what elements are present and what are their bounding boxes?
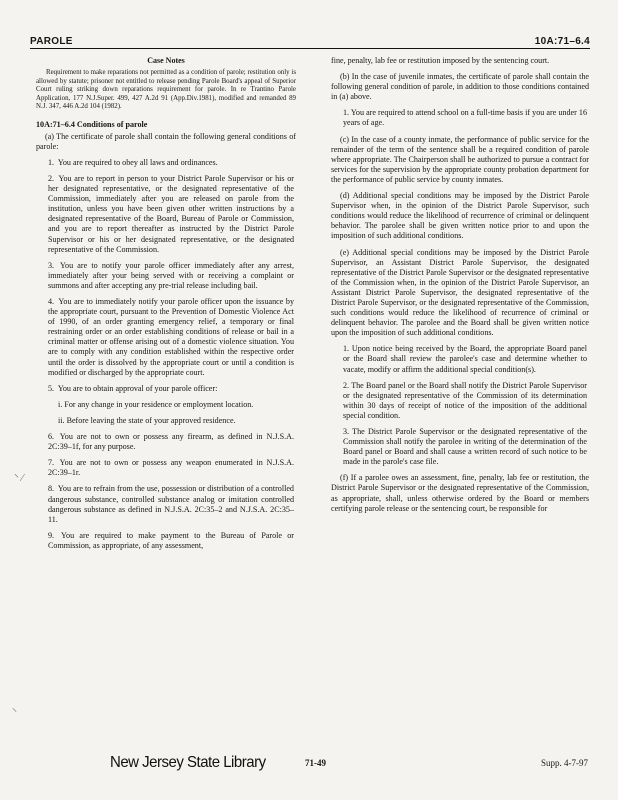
header-section-number: 10A:71–6.4 bbox=[534, 36, 590, 47]
paragraph-e-1: 1. Upon notice being received by the Board, the appropriate Board panel or the Board shall review the parolee's case and determine whether to vacate, modify or affirm the additional special condition(s). bbox=[343, 344, 587, 374]
section-title: 10A:71–6.4 Conditions of parole bbox=[36, 119, 148, 129]
condition-5-ii: ii. Before leaving the state of your approved residence. bbox=[58, 415, 236, 425]
paragraph-d: (d) Additional special conditions may be imposed by the District Parole Supervisor when, in the opinion of the District Parole Supervisor, such conditions would reduce the likelihood of recurrence of criminal or delinquent behavior. The parolee shall be given written notice prior to and upon the imposition of such additional conditions. bbox=[331, 191, 589, 241]
condition-1: 1. You are required to obey all laws and ordinances. bbox=[48, 157, 218, 167]
condition-6: 6. You are not to own or possess any firearm, as defined in N.J.S.A. 2C:39–1f, for any purpose. bbox=[48, 432, 294, 452]
library-stamp: New Jersey State Library bbox=[110, 753, 266, 772]
left-column bbox=[36, 56, 296, 557]
paragraph-e-3: 3. The District Parole Supervisor or the designated representative of the Commission shall notify the parolee in writing of the determination of the Board panel or Board and shall cause a written record of such notice to be made in the parole's case file. bbox=[343, 427, 587, 467]
running-header bbox=[30, 32, 590, 49]
condition-3: 3. You are to notify your parole officer immediately after any arrest, immediately after your being served with or receiving a complaint or summons and after accepting any pre-trial release including bail. bbox=[48, 260, 294, 290]
paragraph-b: (b) In the case of juvenile inmates, the certificate of parole shall contain the following general condition of parole, in addition to those conditions contained in (a) above. bbox=[331, 72, 589, 102]
paragraph-c: (c) In the case of a county inmate, the performance of public service for the remainder of the term of the sentence shall be a required condition of parole where appropriate. The Chairperson shall be authorized to pursue a contract for services for the supervision by the appropriate county probation department for the performance of public service by county inmates. bbox=[331, 134, 589, 184]
case-notes-title: Case Notes bbox=[147, 56, 185, 65]
condition-9: 9. You are required to make payment to the Bureau of Parole or Commission, as appropriate, of any assessment, bbox=[48, 530, 294, 550]
page-footer bbox=[110, 754, 588, 776]
margin-scan-mark: ⸌ ⁄ bbox=[14, 473, 24, 484]
condition-2: 2. You are to report in person to your District Parole Supervisor or his or her designated representative, or the designated representative of the Commission, immediately after you are released on parole from the institution, unless you have been given other written instructions by a designated representative of the Board, Bureau of Parole or Commission, and you are to report thereafter as instructed by the District Parole Supervisor or his or her designated representative, or the designated representative of the Commission. bbox=[48, 173, 294, 254]
supplement-date: Supp. 4-7-97 bbox=[541, 758, 588, 768]
paragraph-f: (f) If a parolee owes an assessment, fine, penalty, lab fee or restitution, the District Parole Supervisor or the designated representative of the Commission, as appropriate, shall, unless otherwise ordered by the Board or members certifying parole release or the sentencing court, be responsible for bbox=[331, 473, 589, 513]
condition-5: 5. You are to obtain approval of your parole officer: bbox=[48, 383, 218, 393]
paragraph-e-2: 2. The Board panel or the Board shall notify the District Parole Supervisor or the designated representative of the Commission of its determination within 30 days of receipt of notice of the imposition of the additional special condition. bbox=[343, 380, 587, 420]
case-notes-text: Requirement to make reparations not permitted as a condition of parole; restitution only is allowed by statute; prisoner not entitled to release pending Parole Board's appeal of Superior Court ruling striking down reparations requirement for parole. In re Trantino Parole Application, 177 N.J.Super. 499, 427 A.2d 91 (App.Div.1981), modified and remanded 89 N.J. 347, 446 A.2d 104 (1982). bbox=[36, 69, 296, 111]
paragraph-b-1: 1. You are required to attend school on a full-time basis if you are under 16 years of age. bbox=[343, 108, 587, 128]
condition-5-i: i. For any change in your residence or employment location. bbox=[58, 399, 254, 409]
condition-7: 7. You are not to own or possess any weapon enumerated in N.J.S.A. 2C:39–1r. bbox=[48, 458, 294, 478]
condition-9-continued: fine, penalty, lab fee or restitution imposed by the sentencing court. bbox=[331, 56, 550, 65]
condition-4: 4. You are to immediately notify your parole officer upon the issuance by the appropriate court, pursuant to the Prevention of Domestic Violence Act of 1990, of an order granting emergency relief, a temporary or final restraining order or an order establishing conditions of release or bail in a criminal matter or offense arising out of a domestic violence situation. You are to comply with any condition established within the respective order until the order is dissolved by the appropriate court or until a condition is modified or discharged by the appropriate court. bbox=[48, 297, 294, 377]
condition-8: 8. You are to refrain from the use, possession or distribution of a controlled dangerous substance, controlled substance analog or imitation controlled dangerous substance as defined in N.J.S.A. 2C:35–2 and N.J.S.A. 2C:35–11. bbox=[48, 484, 294, 524]
header-title: PAROLE bbox=[30, 36, 73, 47]
paragraph-a: (a) The certificate of parole shall contain the following general conditions of parole: bbox=[36, 131, 296, 151]
page-number: 71-49 bbox=[305, 758, 326, 768]
right-column bbox=[331, 56, 589, 520]
margin-scan-mark: ⸜ bbox=[12, 703, 17, 714]
paragraph-e: (e) Additional special conditions may be imposed by the District Parole Supervisor, an Assistant District Parole Supervisor, the designated representative of the District Parole Supervisor or the designated representative of the Commission when, in the opinion of the District Parole Supervisor, an Assistant District Parole Supervisor, the designated representative of the District Parole Supervisor, or the designated representative of the Commission, such conditions would reduce the likelihood of recurrence of criminal or delinquent behavior. The parolee and the Board shall be given written notice upon the imposition of such additional conditions. bbox=[331, 247, 589, 338]
